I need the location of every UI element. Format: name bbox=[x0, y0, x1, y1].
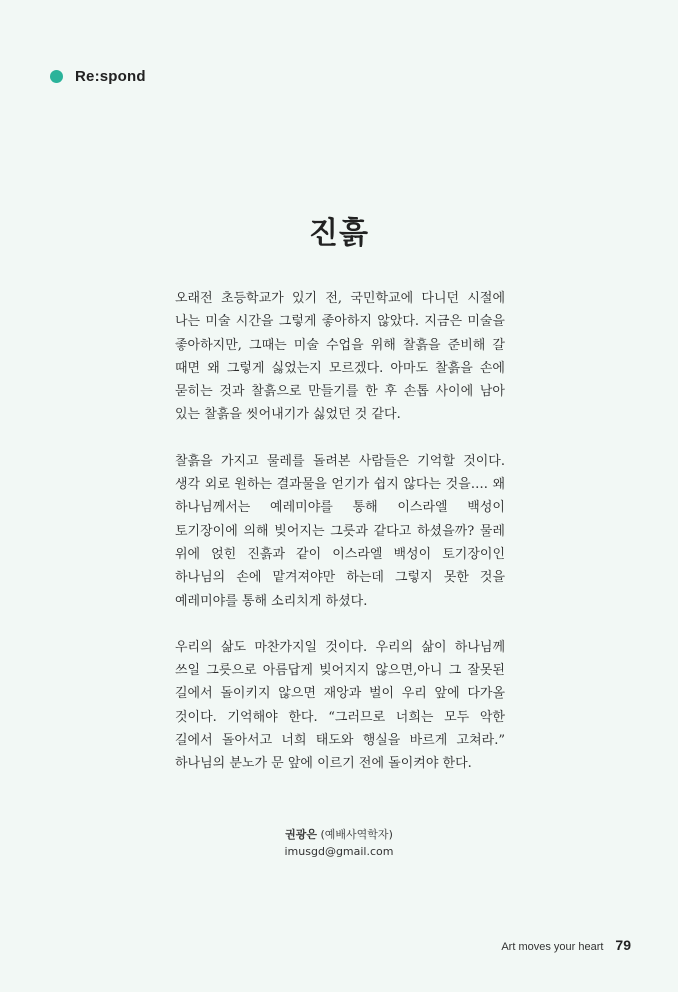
author-email: imusgd@gmail.com bbox=[284, 845, 394, 858]
paragraph: 찰흙을 가지고 물레를 돌려본 사람들은 기억할 것이다. 생각 외로 원하는 결과물을 얻기가 쉽지 않다는 것을…. 왜 하나님께서는 예레미야를 통해 이스라엘 백성이 토기장이에 의해 빚어지는 그릇과 같다고 하셨을까? 물레 위에 얹힌 진흙과 같이 이스라엘 백성이 토기장이인 하나님의 손에 맡겨져야만 하는데 그렇지 못한 것을 예레미야를 통해 소리치게 하셨다. bbox=[175, 453, 505, 609]
author-role: (예배사역학자) bbox=[320, 828, 393, 841]
page-number: 79 bbox=[615, 937, 631, 953]
paragraph: 오래전 초등학교가 있기 전, 국민학교에 다니던 시절에 나는 미술 시간을 그렇게 좋아하지 않았다. 지금은 미술을 좋아하지만, 그때는 미술 수업을 위해 찰흙을 준비해 갈 때면 왜 그렇게 싫었는지 모르겠다. 아마도 찰흙을 손에 묻히는 것과 찰흙으로 만들기를 한 후 손톱 사이에 남아 있는 찰흙을 씻어내기가 싫었던 것 같다. bbox=[175, 291, 505, 423]
author-line bbox=[0, 826, 678, 843]
article-title: 진흙 bbox=[309, 216, 369, 251]
author-name: 권광은 bbox=[285, 828, 318, 841]
paragraph: 우리의 삶도 마찬가지일 것이다. 우리의 삶이 하나님께 쓰일 그릇으로 아름답게 빚어지지 않으면,아니 그 잘못된 길에서 돌이키지 않으면 재앙과 벌이 우리 앞에 다가올 것이다. 기억해야 한다. “그러므로 너희는 모두 악한 길에서 돌아서고 너희 태도와 행실을 바르게 고쳐라.” 하나님의 분노가 문 앞에 이르기 전에 돌이켜야 한다. bbox=[175, 639, 505, 772]
author-block bbox=[0, 826, 678, 860]
section-label: Re:spond bbox=[75, 68, 146, 85]
section-dot-icon bbox=[50, 70, 63, 83]
page-footer bbox=[501, 937, 631, 953]
article-body bbox=[175, 287, 505, 799]
section-header bbox=[50, 68, 146, 85]
footer-text: Art moves your heart bbox=[501, 941, 604, 953]
